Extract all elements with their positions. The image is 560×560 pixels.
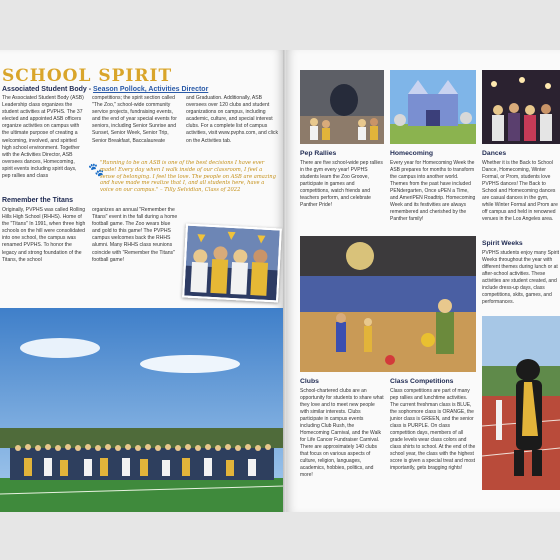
- class-competitions-text: Class competitions are part of many pep rallies and lunchtime activities. The current freshman class is BLUE, the sophomore class is ORANGE, the junior class is GREEN, and the senior class is PURPLE. On class competition days, members of all grade levels wear class colors and class shirts to school. At the end of the school year, the class with the highest score is given a special treat and most importantly, gets bragging rights!: [390, 388, 476, 471]
- dances-text: Whether it is the Back to School Dance, Homecoming, Winter Formal, or Prom, students love PVPHS dances! The Back to School and Homecoming dances are casual dances in the gym, while Winter Formal and Prom are off campus and held in renowned venues in the Los Angeles area.: [482, 160, 558, 222]
- asb-quote: "Running to be an ASB is one of the best decisions I have ever made! Every day when I walk inside of our classroom, I feel a sense of belonging. I feel the love. The people on ASB are amazing and have made me realize that I, and all students here, have a voice on our campus." – Tilly Selvidian, Class of 2022: [100, 160, 276, 194]
- asb-text-col2: competitions; the spirit section called "The Zoo," school-wide community service projects, fundraising events, and the end of year special events for seniors, including Senior Sunrise and Sunset, Senior Week, Senior Trip, Senior Breakfast, Baccalaureate: [92, 95, 177, 144]
- dances-heading: Dances: [482, 150, 507, 157]
- panther-mascot-photo: [482, 316, 560, 490]
- activities-director-link[interactable]: Season Pollock, Activities Director: [93, 86, 209, 93]
- gym-competition-photo: [300, 236, 476, 372]
- clubs-text: School-chartered clubs are an opportunity for students to share what they love and to meet new people with similar interests. Clubs participate in campus events including Club Rush, the Homecoming Carnival, and the Walk for Life Cancer Fundraiser Carnival. There are approximately 140 clubs that focus on various aspects of culture, religion, languages, academics, hobbies, politics, and more!: [300, 388, 384, 478]
- pep-rallies-heading: Pep Rallies: [300, 150, 337, 157]
- pep-rallies-text: There are five school-wide pep rallies in the gym every year! PVPHS students learn the Zoo Groove, participate in games and competitions, watch friends and teachers perform, and celebrate Panther Pride!: [300, 160, 383, 208]
- titans-group-photo: [0, 308, 284, 512]
- paw-print-icon: 🐾: [88, 162, 105, 177]
- asb-text-col1: The Associated Student Body (ASB) Leadership class organizes the student activities at PVPHS. The 37 elected and appointed ASB officers organize activities on campus with the ultimate purpose of creating a welcoming, involved, and spirited high school environment. Together with the Activities Director, ASB oversees dances, Homecoming, spirit events including spirit days, pep rallies and class: [2, 95, 84, 180]
- asb-subhead-label: Associated Student Body -: [2, 86, 94, 93]
- right-page: [286, 50, 560, 512]
- magazine-spread: [0, 50, 560, 512]
- dances-photo: [482, 70, 560, 144]
- clubs-heading: Clubs: [300, 378, 319, 385]
- pep-rally-photo: [300, 70, 384, 144]
- homecoming-heading: Homecoming: [390, 150, 434, 157]
- asb-text-col3: and Graduation. Additionally, ASB oversees over 120 clubs and student organizations on campus, including academic, culture, and special interest clubs. For a complete list of campus activities, visit www.pvphs.com, and click on the Activities tab.: [186, 95, 278, 144]
- titans-text-col1: Originally, PVPHS was called Rolling Hills High School (RHHS). Home of the "Titans" In 1991, when three high schools on the hill were consolidated into one school, the campus was renamed PVPHS. To honor the legacy and strong foundation of the Titans, the school: [2, 207, 86, 263]
- spirit-weeks-text: PVPHS students enjoy many Spirit Weeks throughout the year with different themes during lunch or at after-school activities. These activities are student created, and include dress-up days, class competitions, skits, games, and performances.: [482, 250, 559, 305]
- asb-subhead: [2, 86, 208, 93]
- page-title: SCHOOL SPIRIT: [2, 66, 173, 86]
- homecoming-photo: [390, 70, 476, 144]
- spirit-weeks-heading: Spirit Weeks: [482, 240, 523, 247]
- titans-heading: Remember the Titans: [2, 197, 74, 204]
- titans-text-col2: organizes an annual "Remember the Titans" event in the fall during a home football game. The Zoo wears blue and gold to this game! The PVPHS campus welcomes back the RHHS alumni. Many RHHS class reunions coincide with "Remember the Titans" football game!: [92, 207, 178, 263]
- alumni-cheer-photo: [182, 224, 282, 303]
- homecoming-text: Every year for Homecoming Week the ASB prepares for months to transform the campus into another world. Themes from the past have included PENdergarten, Once uPEN a Time, and AmeriPEN Roadtrip. Homecoming Week and its festivities are always remembered and cherished by the Panther family!: [390, 160, 476, 222]
- left-page: [0, 50, 284, 512]
- class-competitions-heading: Class Competitions: [390, 378, 454, 385]
